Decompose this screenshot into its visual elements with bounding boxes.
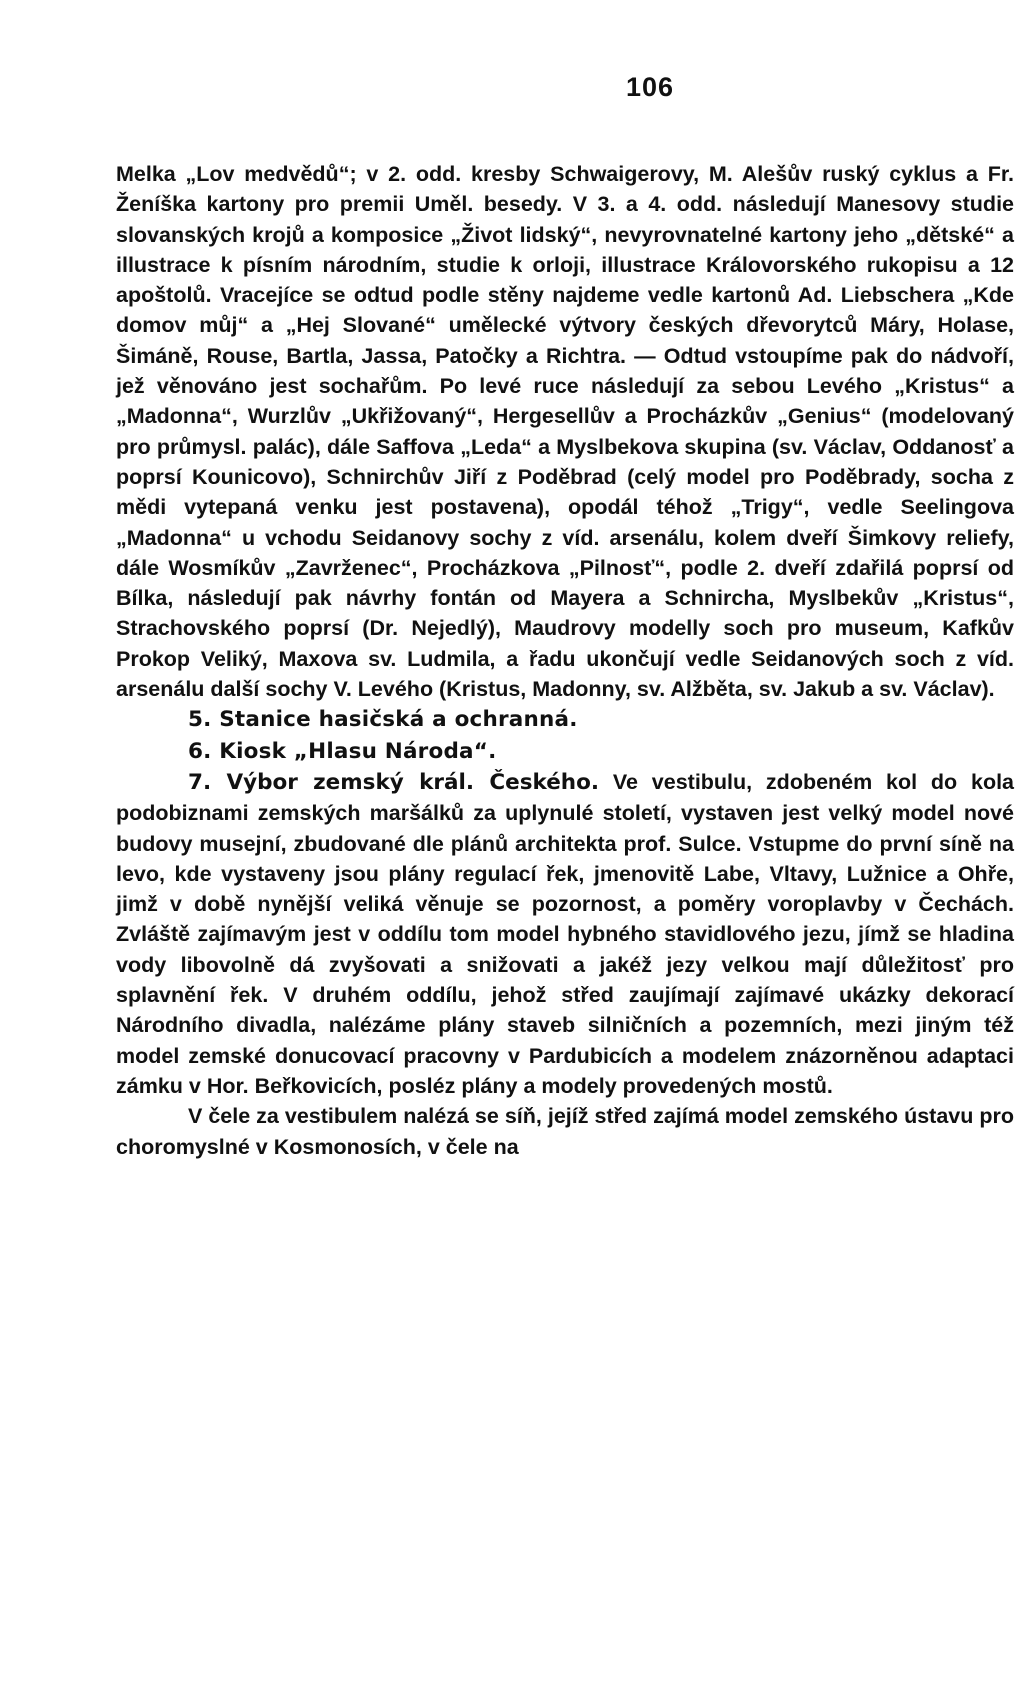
heading-kiosk (116, 736, 1014, 767)
heading-kiosk-label: 6. Kiosk „Hlasu Národa“. (188, 738, 497, 764)
section7-text: Ve vestibulu, zdobeném kol do kola podobiznami zemských maršálků za uplynulé století, vystaven jest velký model nové budovy musejní, zbudované dle plánů architekta prof. Sulce. Vstupme do první síně na levo, kde vystaveny jsou plány regulací řek, jmenovitě Labe, Vltavy, Lužnice a Ohře, jimž v době nynější veliká věnuje se pozornost, a poměry voroplavby v Čechách. Zvláště zajímavým jest v oddílu tom model hybného stavidlového jezu, jímž se hladina vody libovolně dá zvyšovati a snižovati a jakéž jezy velkou mají důležitosť pro splavnění řek. V druhém oddílu, jehož střed zaujímají zajímavé ukázky dekorací Národního divadla, nalézáme plány staveb silničních a pozemních, mezi jiným též model zemské donucovací pracovny v Pardubicích a modelem znázorněnou adaptaci zámku v Hor. Beřkovicích, posléz plány a modely provedených mostů. (116, 769, 1015, 1098)
page (116, 72, 1014, 1162)
paragraph-land-committee (116, 767, 1014, 1101)
paragraph-last: V čele za vestibulem nalézá se síň, jejíž střed zajímá model zemského ústavu pro choromyslné v Kosmonosích, v čele na (116, 1104, 1014, 1159)
heading-fire-station (116, 704, 1014, 735)
body-text (116, 159, 1014, 1162)
paragraph-sculptures: Melka „Lov medvědů“; v 2. odd. kresby Schwaigerovy, M. Alešův ruský cyklus a Fr. Ženíška kartony pro premii Uměl. besedy. V 3. a 4. odd. následují Manesovy studie slovanských krojů a komposice „Život lidský“, nevyrovnatelné kartony jeho „dětské“ a illustrace k písním národním, studie k orloji, illustrace Královorského rukopisu a 12 apoštolů. Vracejíce se odtud podle stěny najdeme vedle kartonů Ad. Liebschera „Kde domov můj“ a „Hej Slované“ umělecké výtvory českých dřevorytců Máry, Holase, Šimáně, Rouse, Bartla, Jassa, Patočky a Richtra. — Odtud vstoupíme pak do nádvoří, jež věnováno jest sochařům. Po levé ruce následují za sebou Levého „Kristus“ a „Madonna“, Wurzlův „Ukřižovaný“, Hergesellův a Procházkův „Genius“ (modelovaný pro průmysl. palác), dále Saffova „Leda“ a Myslbekova skupina (sv. Václav, Oddanosť a poprsí Kounicovo), Schnirchův Jiří z Poděbrad (celý model pro Poděbrady, socha z mědi vytepaná venku jest postavena), opodál téhož „Trigy“, vedle Seelingova „Madonna“ u vchodu Seidanovy sochy z víd. arsenálu, kolem dveří Šimkovy reliefy, dále Wosmíkův „Zavrženec“, Procházkova „Pilnosť“, podle 2. dveří zdařilá poprsí od Bílka, následují pak návrhy fontán od Mayera a Schnircha, Myslbekův „Kristus“, Strachovského poprsí (Dr. Nejedlý), Maudrovy modelly soch pro museum, Kafkův Prokop Veliký, Maxova sv. Ludmila, a řadu ukončují vedle Seidanových soch z víd. arsenálu další sochy V. Levého (Kristus, Madonny, sv. Alžběta, sv. Jakub a sv. Václav). (116, 162, 1014, 702)
section7-label: 7. Výbor zemský král. Českého. (188, 769, 600, 795)
page-number: 106 (625, 72, 675, 102)
heading-fire-station-label: 5. Stanice hasičská a ochranná. (188, 707, 578, 733)
